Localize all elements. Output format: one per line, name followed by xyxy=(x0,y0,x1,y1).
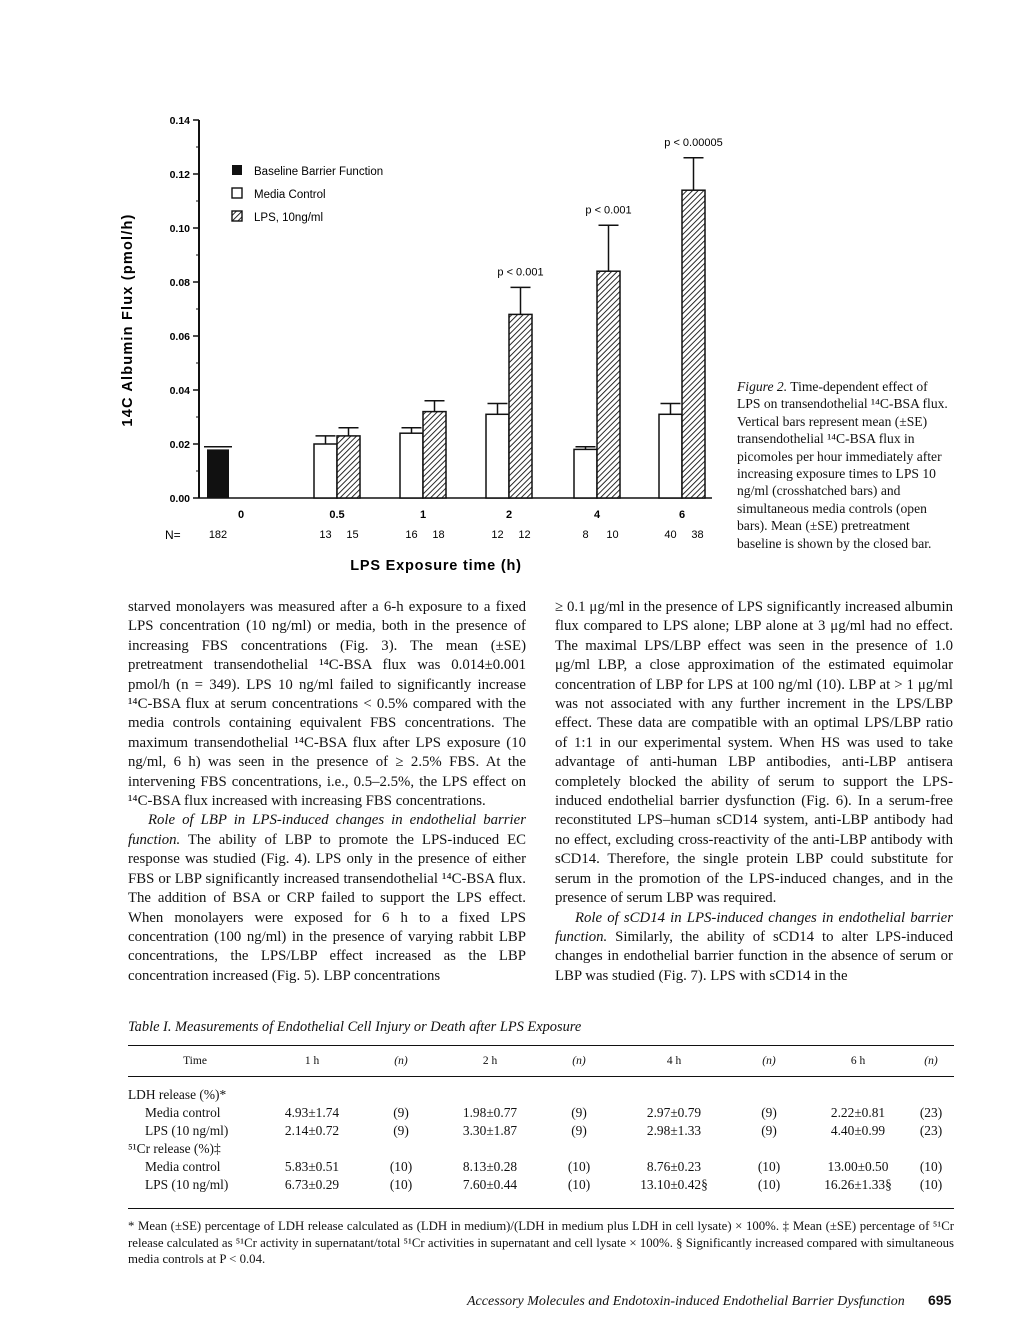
table-cell: (10) xyxy=(757,1177,781,1192)
table-cell: 3.30±1.87 xyxy=(462,1123,518,1138)
table-cell xyxy=(730,1077,808,1105)
table-cell xyxy=(362,1140,440,1158)
n-value: 12 xyxy=(518,529,531,541)
bar-lps xyxy=(337,436,360,498)
p-value-label: p < 0.001 xyxy=(585,204,632,217)
table-cell: (9) xyxy=(761,1105,777,1120)
table-cell: (10) xyxy=(757,1159,781,1174)
x-tick-label: 0 xyxy=(237,509,245,521)
row-label: LPS (10 ng/ml) xyxy=(145,1177,229,1192)
x-tick-label: 2 xyxy=(505,509,513,521)
table-cell: 8.13±0.28 xyxy=(462,1159,518,1174)
figure-caption-label: Figure 2. xyxy=(737,379,788,394)
table-body xyxy=(128,1077,954,1209)
table-cell: (10) xyxy=(919,1159,943,1174)
legend-swatch-media xyxy=(232,188,242,198)
table-header-row xyxy=(128,1046,954,1077)
body-paragraph xyxy=(128,811,526,986)
column-header: 4 h xyxy=(666,1055,682,1067)
column-header: 1 h xyxy=(304,1055,320,1067)
n-value: 13 xyxy=(319,529,332,541)
table-row xyxy=(128,1077,954,1105)
n-value: 12 xyxy=(491,529,504,541)
x-axis-tick-labels xyxy=(209,509,704,541)
paragraph-text: The ability of LBP to promote the LPS-induced EC response was studied (Fig. 4). LPS only in the presence of either FBS or LBP significantly increased transendothelial ¹⁴C-BSA flux. The addition of BSA or CRP failed to support the LPS effect. When monolayers were exposed for 6 h to a fixed LPS concentration (100 ng/ml) in the presence of varying rabbit LBP concentrations, the LPS/LBP effect increased as the LBP concentration increased (Fig. 5). LBP concentrations xyxy=(128,831,526,984)
n-value: 8 xyxy=(582,529,589,541)
y-axis-label: 14C Albumin Flux (pmol/h) xyxy=(120,213,136,427)
y-tick-label: 0.10 xyxy=(169,223,190,235)
body-paragraph: ≥ 0.1 μg/ml in the presence of LPS significantly increased albumin flux compared to LPS alone; LBP alone at 3 μg/ml had no effect. The maximal LPS/LBP effect was seen in the presence of 1.0 μg/ml LBP, a close approximation of the estimated equimolar concentration of LBP for LPS at 100 ng/ml (10). LBP at > 1 μg/ml was not associated with any further increment in the LPS/LBP effect. These data are compatible with an optimal LPS/LBP ratio of 1:1 in our experimental system. When HS was used to take advantage of anti-human LBP antibodies, anti-LBP antisera completely blocked the ability of serum to support the LPS-induced endothelial barrier dysfunction (Fig. 6). In a serum-free reconstituted LPS–human sCD14 system, anti-LBP antibody had no effect, excluding cross-reactivity of the anti-LBP antibody with sCD14. Therefore, the single protein LBP could substitute for serum in the promotion of the LPS-induced changes, and in the presence of serum LBP was required. xyxy=(555,599,953,907)
y-tick-label: 0.14 xyxy=(169,115,190,127)
table-cell xyxy=(808,1077,908,1105)
section-heading: Role of sCD14 in LPS-induced changes in endothelial barrier function. xyxy=(555,909,953,945)
n-value: 40 xyxy=(664,529,677,541)
table-cell xyxy=(440,1140,540,1158)
row-label: LPS (10 ng/ml) xyxy=(145,1123,229,1138)
running-head: Accessory Molecules and Endotoxin-induced Endothelial Barrier Dysfunction xyxy=(467,1294,905,1309)
column-header: 6 h xyxy=(850,1055,866,1067)
bar-lps xyxy=(597,271,620,498)
table-row xyxy=(128,1140,954,1158)
table-cell xyxy=(618,1077,730,1105)
y-tick-label: 0.02 xyxy=(169,439,190,451)
x-axis-label: LPS Exposure time (h) xyxy=(350,558,522,574)
table-cell: 6.73±0.29 xyxy=(284,1177,340,1192)
p-value-label: p < 0.00005 xyxy=(664,136,723,149)
bar-media-control xyxy=(486,414,509,498)
table-cell xyxy=(262,1077,362,1105)
n-value: 18 xyxy=(432,529,445,541)
bar-lps xyxy=(509,314,532,498)
table-cell: 4.93±1.74 xyxy=(284,1105,340,1120)
n-value: 10 xyxy=(606,529,619,541)
body-column-right xyxy=(555,598,953,986)
table-cell xyxy=(540,1140,618,1158)
column-header: (n) xyxy=(762,1055,776,1067)
table-cell: 2.98±1.33 xyxy=(646,1123,702,1138)
n-value: 38 xyxy=(691,529,704,541)
y-tick-label: 0.12 xyxy=(169,169,190,181)
row-label: Media control xyxy=(145,1159,221,1174)
bar-media-control xyxy=(574,449,597,498)
n-row-label: N= xyxy=(165,528,181,542)
body-paragraph xyxy=(555,909,953,987)
table-cell: (10) xyxy=(567,1159,591,1174)
table-cell: (10) xyxy=(919,1177,943,1192)
table-cell xyxy=(362,1077,440,1105)
body-paragraph: starved monolayers was measured after a 6-h exposure to a fixed LPS concentration (10 ng/ml) or media, both in the presence of increasing FBS concentrations (Fig. 3). The mean (±SE) pretreatment transendothelial ¹⁴C-BSA flux was 0.014±0.001 pmol/h (n = 349). LPS 10 ng/ml failed to significantly increase ¹⁴C-BSA flux at serum concentrations < 0.5% compared with the media controls containing equivalent FBS concentrations. The maximum transendothelial ¹⁴C-BSA flux after LPS exposure (10 ng/ml, 6 h) was seen in the presence of ≥ 2.5% FBS. At the intervening FBS concentrations, i.e., 0.5–2.5%, the LPS effect on ¹⁴C-BSA flux increased with increasing FBS concentrations. xyxy=(128,599,526,810)
legend-swatch-baseline xyxy=(232,165,242,175)
legend-swatch-lps xyxy=(232,211,242,221)
y-tick-label: 0.06 xyxy=(169,331,190,343)
table-cell xyxy=(440,1077,540,1105)
table-cell: 2.14±0.72 xyxy=(284,1123,340,1138)
bar-chart xyxy=(0,0,735,590)
bar-lps xyxy=(423,412,446,498)
x-tick-label: 0.5 xyxy=(329,509,345,521)
column-header: 2 h xyxy=(482,1055,498,1067)
table-cell xyxy=(618,1140,730,1158)
table-cell: 2.97±0.79 xyxy=(646,1105,702,1120)
figure-caption xyxy=(737,378,952,552)
table-cell xyxy=(730,1140,808,1158)
bar-media-control xyxy=(659,414,682,498)
table-cell: 13.00±0.50 xyxy=(827,1159,889,1174)
paragraph-text: Similarly, the ability of sCD14 to alter LPS-induced changes in endothelial barrier function in the absence of serum or LBP was studied (Fig. 7). LPS with sCD14 in the xyxy=(555,928,953,984)
table-cell: 5.83±0.51 xyxy=(284,1159,340,1174)
table-cell: 13.10±0.42§ xyxy=(640,1177,708,1192)
y-tick-label: 0.00 xyxy=(169,493,190,505)
row-label: Media control xyxy=(145,1105,221,1120)
row-label: ⁵¹Cr release (%)‡ xyxy=(128,1141,221,1156)
table-cell: (9) xyxy=(393,1123,409,1138)
table-cell: (10) xyxy=(567,1177,591,1192)
y-tick-label: 0.04 xyxy=(169,385,190,397)
table-cell: (10) xyxy=(389,1177,413,1192)
y-tick-label: 0.08 xyxy=(169,277,190,289)
table-row xyxy=(128,1122,954,1140)
p-value-label: p < 0.001 xyxy=(497,266,544,279)
figure-caption-text: Time-dependent effect of LPS on transendothelial ¹⁴C-BSA flux. Vertical bars represent mean (±SE) transendothelial ¹⁴C-BSA flux in picomoles per hour immediately after increasing exposure times to LPS 10 ng/ml (crosshatched bars) and simultaneous media controls (open bars). Mean (±SE) pretreatment baseline is shown by the closed bar. xyxy=(737,379,948,551)
table-cell: (10) xyxy=(389,1159,413,1174)
body-column-left xyxy=(128,598,526,986)
table-cell: (23) xyxy=(919,1123,943,1138)
n-value: 15 xyxy=(346,529,359,541)
table-cell: 8.76±0.23 xyxy=(646,1159,702,1174)
bar-baseline xyxy=(207,449,229,498)
table-cell: 1.98±0.77 xyxy=(462,1105,518,1120)
table-cell: (9) xyxy=(571,1105,587,1120)
bar-media-control xyxy=(314,444,337,498)
table-footnote: * Mean (±SE) percentage of LDH release calculated as (LDH in medium)/(LDH in medium plus LDH in cell lysate) × 100%. ‡ Mean (±SE) percentage of ⁵¹Cr release calculated as ⁵¹Cr activity in supernatant/total ⁵¹Cr activities in supernatant and cell lysate × 100%. § Significantly increased compared with simultaneous media controls at P < 0.04. xyxy=(128,1219,954,1267)
column-header-time: Time xyxy=(183,1055,207,1067)
table-cell: 16.26±1.33§ xyxy=(824,1177,892,1192)
x-tick-label: 4 xyxy=(593,509,601,521)
table-cell: (9) xyxy=(761,1123,777,1138)
table-row xyxy=(128,1158,954,1176)
table-cell: (23) xyxy=(919,1105,943,1120)
data-table xyxy=(128,1045,954,1209)
n-value: 16 xyxy=(405,529,418,541)
table-cell xyxy=(808,1140,908,1158)
x-tick-label: 6 xyxy=(678,509,686,521)
column-header: (n) xyxy=(394,1055,408,1067)
n-value: 182 xyxy=(208,529,228,541)
bar-lps xyxy=(682,190,705,498)
table-row xyxy=(128,1176,954,1209)
legend-label-lps: LPS, 10ng/ml xyxy=(254,212,324,224)
section-heading: Role of LBP in LPS-induced changes in endothelial barrier function. xyxy=(128,812,526,848)
table-caption: Table I. Measurements of Endothelial Cell Injury or Death after LPS Exposure xyxy=(128,1019,582,1035)
bar-media-control xyxy=(400,433,423,498)
x-tick-label: 1 xyxy=(419,509,427,521)
column-header: (n) xyxy=(924,1055,938,1067)
table-cell xyxy=(908,1140,954,1158)
column-header: (n) xyxy=(572,1055,586,1067)
table-row xyxy=(128,1104,954,1122)
table-cell xyxy=(540,1077,618,1105)
table-cell xyxy=(908,1077,954,1105)
legend-label-baseline: Baseline Barrier Function xyxy=(254,166,384,178)
table-cell xyxy=(262,1140,362,1158)
table-cell: (9) xyxy=(393,1105,409,1120)
page-number: 695 xyxy=(928,1292,952,1308)
table-cell: (9) xyxy=(571,1123,587,1138)
y-axis xyxy=(170,115,199,505)
table-cell: 2.22±0.81 xyxy=(830,1105,886,1120)
table-cell: 7.60±0.44 xyxy=(462,1177,518,1192)
legend-label-media: Media Control xyxy=(254,189,326,201)
chart-legend xyxy=(232,165,383,224)
row-label: LDH release (%)* xyxy=(128,1087,227,1102)
table-cell: 4.40±0.99 xyxy=(830,1123,886,1138)
